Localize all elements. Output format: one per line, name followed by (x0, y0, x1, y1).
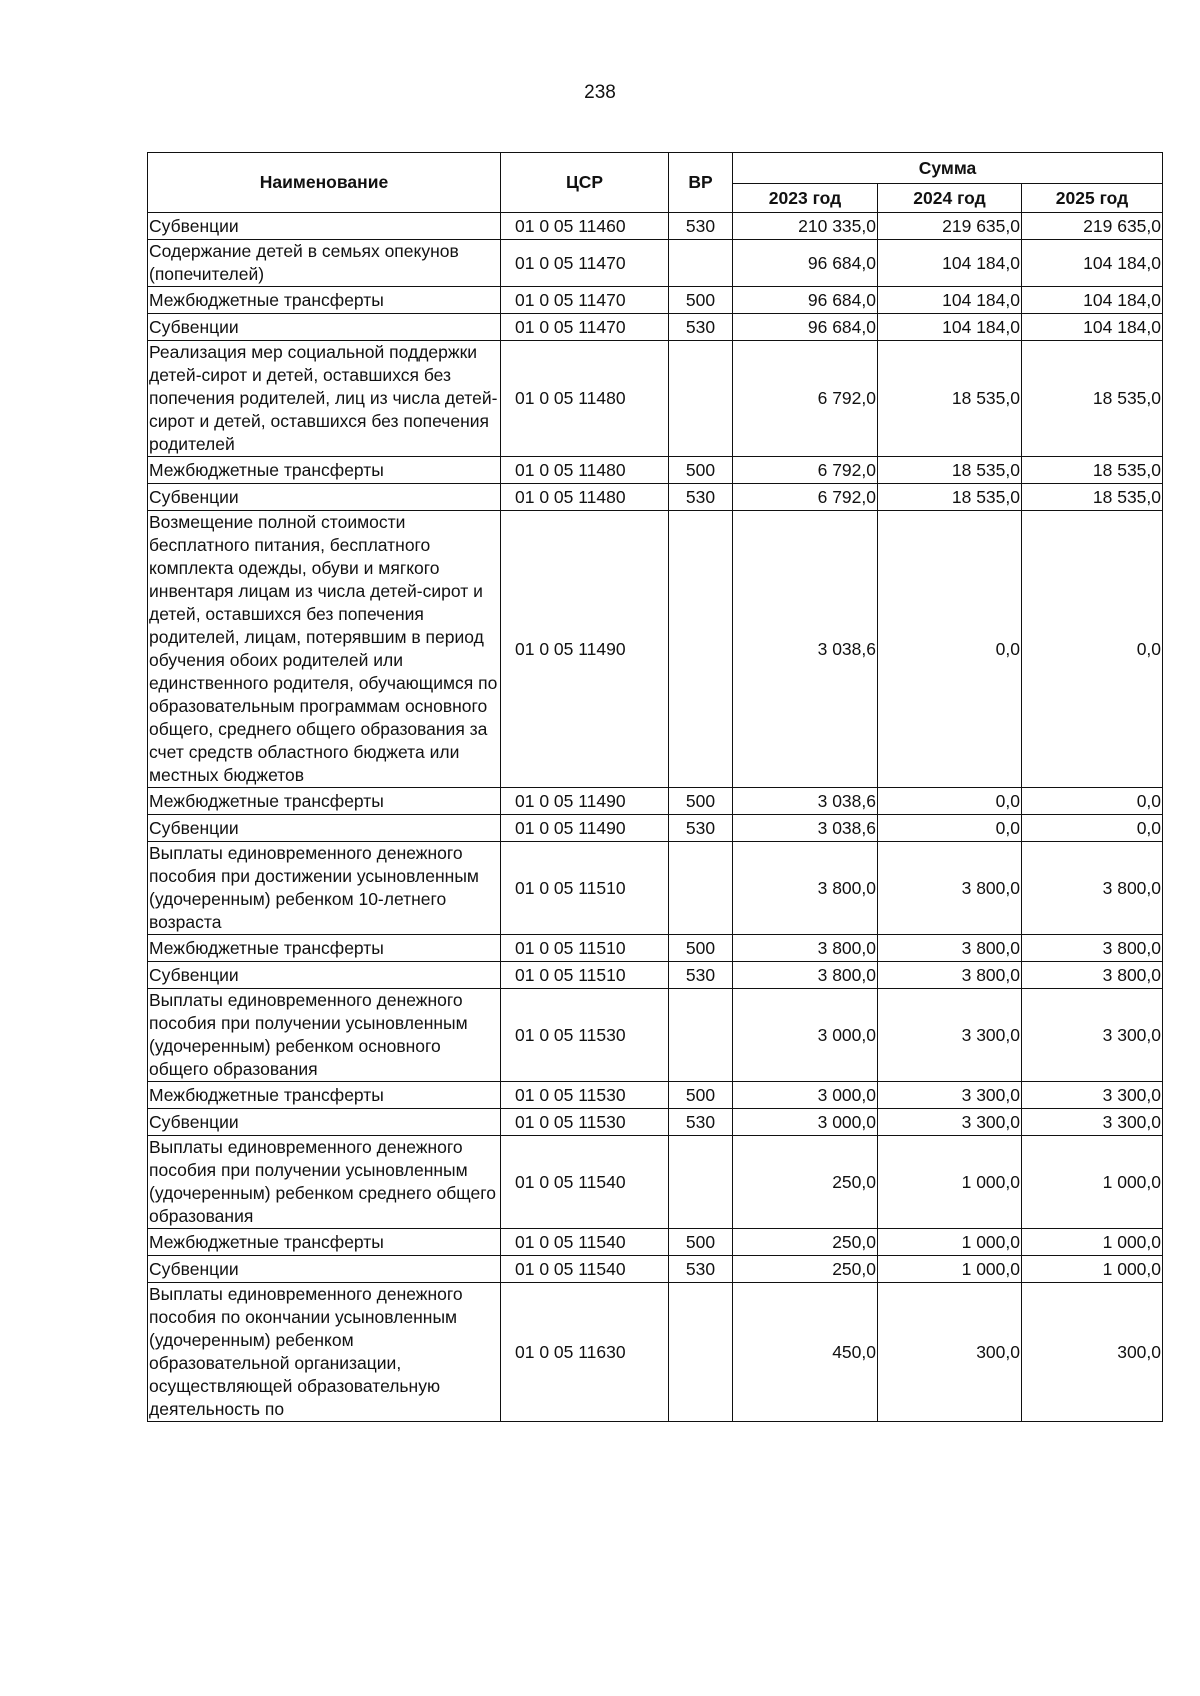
cell-csr: 01 0 05 11530 (501, 1109, 669, 1136)
cell-2025: 0,0 (1022, 788, 1163, 815)
cell-vr: 500 (669, 788, 733, 815)
cell-name: Субвенции (148, 1256, 501, 1283)
cell-name: Межбюджетные трансферты (148, 935, 501, 962)
cell-2023: 3 800,0 (733, 935, 878, 962)
header-name: Наименование (148, 153, 501, 213)
cell-2024: 18 535,0 (878, 457, 1022, 484)
cell-csr: 01 0 05 11540 (501, 1136, 669, 1229)
cell-2024: 0,0 (878, 788, 1022, 815)
cell-name: Субвенции (148, 213, 501, 240)
cell-vr (669, 1283, 733, 1422)
table-row (148, 1256, 1163, 1283)
cell-2024: 1 000,0 (878, 1136, 1022, 1229)
cell-2024: 18 535,0 (878, 484, 1022, 511)
cell-2023: 3 038,6 (733, 815, 878, 842)
cell-vr (669, 240, 733, 287)
cell-csr: 01 0 05 11470 (501, 314, 669, 341)
cell-csr: 01 0 05 11630 (501, 1283, 669, 1422)
table-row (148, 1136, 1163, 1229)
cell-2025: 3 300,0 (1022, 1109, 1163, 1136)
cell-vr: 530 (669, 815, 733, 842)
cell-2024: 1 000,0 (878, 1256, 1022, 1283)
header-vr: ВР (669, 153, 733, 213)
page-number: 238 (584, 82, 616, 103)
table-row (148, 341, 1163, 457)
cell-vr: 500 (669, 457, 733, 484)
cell-2023: 3 038,6 (733, 511, 878, 788)
cell-name: Субвенции (148, 962, 501, 989)
table-row (148, 240, 1163, 287)
budget-table (147, 152, 1163, 1422)
cell-name: Выплаты единовременного денежного пособия при достижении усыновленным (удочеренным) ребенком 10-летнего возраста (148, 842, 501, 935)
cell-csr: 01 0 05 11460 (501, 213, 669, 240)
cell-2023: 3 038,6 (733, 788, 878, 815)
cell-2023: 6 792,0 (733, 484, 878, 511)
table-row (148, 511, 1163, 788)
cell-2024: 3 300,0 (878, 1082, 1022, 1109)
cell-name: Субвенции (148, 314, 501, 341)
cell-2023: 250,0 (733, 1136, 878, 1229)
cell-2024: 0,0 (878, 815, 1022, 842)
cell-name: Выплаты единовременного денежного пособия по окончании усыновленным (удочеренным) ребенком образовательной организации, осуществляющей образовательную деятельность по (148, 1283, 501, 1422)
cell-2025: 3 300,0 (1022, 1082, 1163, 1109)
cell-2025: 0,0 (1022, 815, 1163, 842)
cell-2025: 3 800,0 (1022, 842, 1163, 935)
cell-2023: 6 792,0 (733, 457, 878, 484)
cell-2023: 3 000,0 (733, 989, 878, 1082)
cell-vr: 530 (669, 314, 733, 341)
cell-2024: 3 800,0 (878, 842, 1022, 935)
table-row (148, 842, 1163, 935)
cell-vr: 530 (669, 1109, 733, 1136)
cell-csr: 01 0 05 11510 (501, 962, 669, 989)
cell-csr: 01 0 05 11510 (501, 842, 669, 935)
table-row (148, 457, 1163, 484)
table-row (148, 1109, 1163, 1136)
cell-vr (669, 1136, 733, 1229)
cell-2023: 96 684,0 (733, 240, 878, 287)
cell-vr: 530 (669, 962, 733, 989)
cell-vr: 530 (669, 213, 733, 240)
cell-2023: 3 000,0 (733, 1082, 878, 1109)
cell-2024: 104 184,0 (878, 314, 1022, 341)
table-row (148, 484, 1163, 511)
cell-2024: 219 635,0 (878, 213, 1022, 240)
cell-csr: 01 0 05 11540 (501, 1229, 669, 1256)
cell-2024: 3 800,0 (878, 935, 1022, 962)
cell-csr: 01 0 05 11480 (501, 341, 669, 457)
cell-name: Субвенции (148, 815, 501, 842)
cell-2025: 1 000,0 (1022, 1136, 1163, 1229)
cell-csr: 01 0 05 11490 (501, 511, 669, 788)
cell-csr: 01 0 05 11470 (501, 287, 669, 314)
header-year-2024: 2024 год (878, 184, 1022, 213)
cell-2023: 3 000,0 (733, 1109, 878, 1136)
cell-2023: 96 684,0 (733, 314, 878, 341)
table-row (148, 962, 1163, 989)
cell-2023: 3 800,0 (733, 842, 878, 935)
cell-2024: 3 800,0 (878, 962, 1022, 989)
cell-2025: 104 184,0 (1022, 240, 1163, 287)
cell-2024: 3 300,0 (878, 1109, 1022, 1136)
table-row (148, 1082, 1163, 1109)
table-row (148, 314, 1163, 341)
cell-name: Содержание детей в семьях опекунов (попечителей) (148, 240, 501, 287)
cell-2025: 3 800,0 (1022, 935, 1163, 962)
cell-vr: 530 (669, 1256, 733, 1283)
cell-csr: 01 0 05 11490 (501, 788, 669, 815)
cell-csr: 01 0 05 11530 (501, 989, 669, 1082)
cell-2024: 3 300,0 (878, 989, 1022, 1082)
cell-2024: 104 184,0 (878, 287, 1022, 314)
cell-vr (669, 842, 733, 935)
table-row (148, 1283, 1163, 1422)
cell-vr (669, 511, 733, 788)
cell-2025: 3 300,0 (1022, 989, 1163, 1082)
cell-csr: 01 0 05 11530 (501, 1082, 669, 1109)
table-row (148, 213, 1163, 240)
cell-2024: 1 000,0 (878, 1229, 1022, 1256)
cell-2024: 18 535,0 (878, 341, 1022, 457)
table-header (148, 153, 1163, 213)
cell-2025: 18 535,0 (1022, 341, 1163, 457)
table-row (148, 815, 1163, 842)
cell-csr: 01 0 05 11480 (501, 484, 669, 511)
cell-vr: 500 (669, 1229, 733, 1256)
cell-2023: 450,0 (733, 1283, 878, 1422)
cell-vr: 500 (669, 935, 733, 962)
table-row (148, 287, 1163, 314)
cell-2025: 104 184,0 (1022, 287, 1163, 314)
cell-name: Выплаты единовременного денежного пособия при получении усыновленным (удочеренным) ребенком среднего общего образования (148, 1136, 501, 1229)
cell-name: Межбюджетные трансферты (148, 1229, 501, 1256)
cell-name: Возмещение полной стоимости бесплатного питания, бесплатного комплекта одежды, обуви и мягкого инвентаря лицам из числа детей-сирот и детей, оставшихся без попечения родителей, лицам, потерявшим в период обучения обоих родителей или единственного родителя, обучающимся по образовательным программам основного общего, среднего общего образования за счет средств областного бюджета или местных бюджетов (148, 511, 501, 788)
cell-2025: 104 184,0 (1022, 314, 1163, 341)
cell-vr: 500 (669, 1082, 733, 1109)
cell-2025: 300,0 (1022, 1283, 1163, 1422)
cell-name: Выплаты единовременного денежного пособия при получении усыновленным (удочеренным) ребенком основного общего образования (148, 989, 501, 1082)
cell-name: Межбюджетные трансферты (148, 788, 501, 815)
cell-2025: 0,0 (1022, 511, 1163, 788)
cell-csr: 01 0 05 11510 (501, 935, 669, 962)
table-row (148, 1229, 1163, 1256)
cell-2023: 250,0 (733, 1256, 878, 1283)
cell-2024: 300,0 (878, 1283, 1022, 1422)
cell-name: Субвенции (148, 1109, 501, 1136)
cell-vr (669, 989, 733, 1082)
cell-2023: 210 335,0 (733, 213, 878, 240)
cell-2024: 104 184,0 (878, 240, 1022, 287)
cell-csr: 01 0 05 11540 (501, 1256, 669, 1283)
table-body (148, 213, 1163, 1422)
header-year-2023: 2023 год (733, 184, 878, 213)
cell-2023: 96 684,0 (733, 287, 878, 314)
table-row (148, 788, 1163, 815)
cell-vr: 500 (669, 287, 733, 314)
cell-name: Межбюджетные трансферты (148, 287, 501, 314)
cell-csr: 01 0 05 11480 (501, 457, 669, 484)
cell-2025: 1 000,0 (1022, 1229, 1163, 1256)
cell-2023: 250,0 (733, 1229, 878, 1256)
cell-name: Реализация мер социальной поддержки детей-сирот и детей, оставшихся без попечения родителей, лиц из числа детей-сирот и детей, оставшихся без попечения родителей (148, 341, 501, 457)
cell-csr: 01 0 05 11490 (501, 815, 669, 842)
table-row (148, 935, 1163, 962)
header-sum: Сумма (733, 153, 1163, 184)
cell-vr: 530 (669, 484, 733, 511)
cell-2025: 18 535,0 (1022, 457, 1163, 484)
cell-name: Межбюджетные трансферты (148, 457, 501, 484)
cell-2023: 6 792,0 (733, 341, 878, 457)
cell-name: Межбюджетные трансферты (148, 1082, 501, 1109)
cell-2025: 1 000,0 (1022, 1256, 1163, 1283)
cell-2023: 3 800,0 (733, 962, 878, 989)
table-row (148, 989, 1163, 1082)
cell-2025: 18 535,0 (1022, 484, 1163, 511)
cell-name: Субвенции (148, 484, 501, 511)
cell-csr: 01 0 05 11470 (501, 240, 669, 287)
cell-vr (669, 341, 733, 457)
cell-2024: 0,0 (878, 511, 1022, 788)
header-csr: ЦСР (501, 153, 669, 213)
header-year-2025: 2025 год (1022, 184, 1163, 213)
cell-2025: 3 800,0 (1022, 962, 1163, 989)
cell-2025: 219 635,0 (1022, 213, 1163, 240)
